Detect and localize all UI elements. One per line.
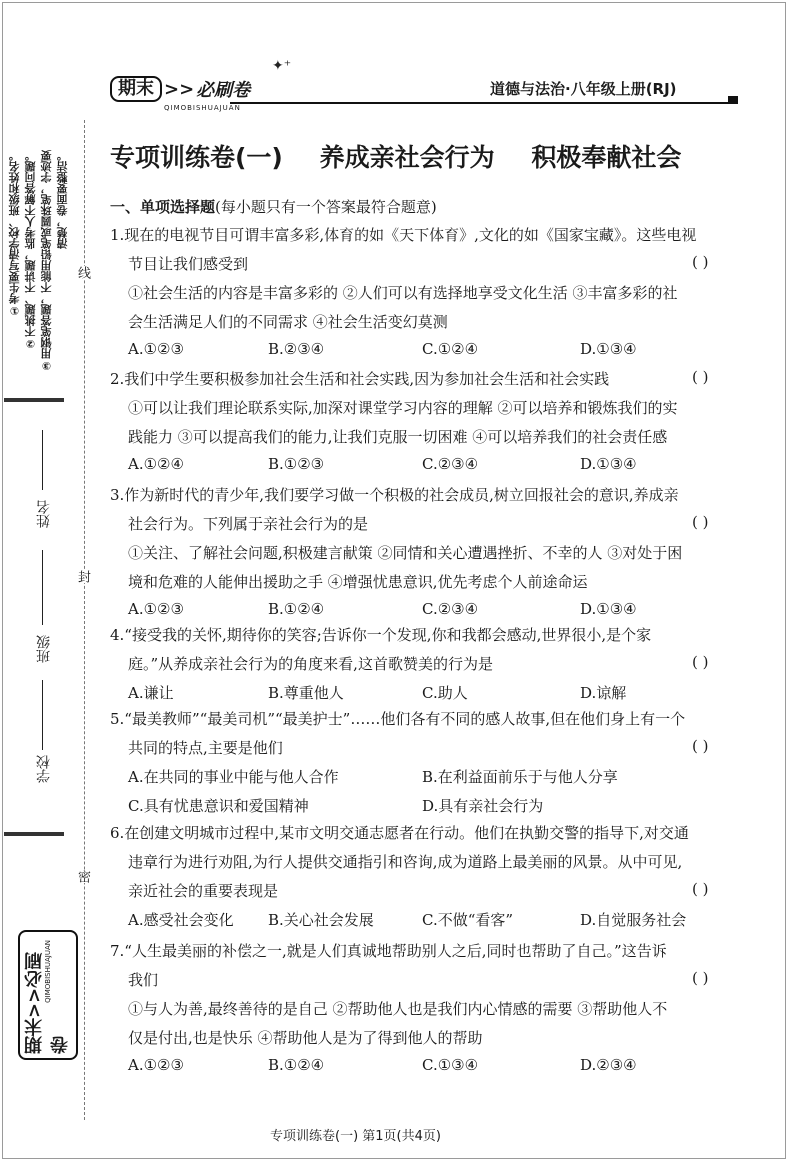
statement-line: ①与人为善,最终善待的是自己 ②帮助他人也是我们内心情感的需要 ③帮助他人不 <box>128 1000 668 1018</box>
question-stem-line: 2.我们中学生要积极参加社会生活和社会实践,因为参加社会生活和社会实践 <box>110 370 610 388</box>
answer-bracket[interactable]: ( ) <box>692 969 709 987</box>
answer-option-d[interactable]: D.①③④ <box>580 600 637 618</box>
answer-bracket[interactable]: ( ) <box>692 253 709 271</box>
answer-option-a[interactable]: A.①②④ <box>128 455 184 473</box>
question-stem-line: 6.在创建文明城市过程中,某市文明交通志愿者在行动。他们在执勤交警的指导下,对交通 <box>110 824 689 842</box>
logo-brand-text: 必刷卷 <box>196 80 251 101</box>
answer-option-a[interactable]: A.在共同的事业中能与他人合作 <box>128 768 339 786</box>
student-info-fields <box>20 420 70 800</box>
name-blank[interactable] <box>42 430 43 490</box>
answer-option-b[interactable]: B.在利益面前乐于与他人分享 <box>422 768 618 786</box>
answer-option-a[interactable]: A.①②③ <box>128 600 184 618</box>
logo-latin-text: QIMOBISHUAJUAN <box>164 104 241 112</box>
section-note: (每小题只有一个答案最符合题意) <box>215 198 437 216</box>
cut-label-secret: 密 <box>75 870 90 883</box>
statement-line: 会生活满足人们的不同需求 ④社会生活变幻莫测 <box>128 313 448 331</box>
logo-boxed-text: 期末 <box>110 76 162 102</box>
statement-line: ①关注、了解社会问题,积极建言献策 ②同情和关心遭遇挫折、不幸的人 ③对处于困 <box>128 544 683 562</box>
answer-option-a[interactable]: A.谦让 <box>128 684 174 702</box>
notes-divider <box>4 398 64 402</box>
section-title: 一、单项选择题 <box>110 198 216 216</box>
answer-bracket[interactable]: ( ) <box>692 880 709 898</box>
side-logo-boxed: 期末 <box>24 1018 45 1054</box>
class-label: 班级 <box>36 635 52 663</box>
question-stem-line: 违章行为进行劝阻,为行人提供交通指引和咨询,成为道路上最美丽的风景。从中可见, <box>128 853 683 871</box>
answer-bracket[interactable]: ( ) <box>692 737 709 755</box>
statement-line: 仅是付出,也是快乐 ④帮助他人是为了得到他人的帮助 <box>128 1029 483 1047</box>
answer-option-b[interactable]: B.①②③ <box>268 455 325 473</box>
question-stem-line: 4.“接受我的关怀,期待你的笑容;告诉你一个发现,你和我都会感动,世界很小,是个家 <box>110 626 652 644</box>
cut-label-line: 线 <box>75 266 90 279</box>
subject-label: 道德与法治·八年级上册(RJ) <box>490 80 677 98</box>
answer-option-c[interactable]: C.助人 <box>422 684 468 702</box>
answer-option-d[interactable]: D.自觉服务社会 <box>580 911 687 929</box>
answer-option-c[interactable]: C.不做“看客” <box>422 911 514 929</box>
exam-note: ①考生要写清学校、班级和姓名。 <box>8 150 21 317</box>
question-stem-line: 节目让我们感受到 <box>128 255 249 273</box>
logo-divider <box>4 832 64 836</box>
question-stem-line: 亲近社会的重要表现是 <box>128 882 279 900</box>
school-blank[interactable] <box>42 680 43 750</box>
answer-option-c[interactable]: C.具有忧患意识和爱国精神 <box>128 797 309 815</box>
answer-option-d[interactable]: D.①③④ <box>580 455 637 473</box>
question-stem-line: 庭。”从养成亲社会行为的角度来看,这首歌赞美的行为是 <box>128 655 493 673</box>
binding-strip <box>0 0 96 1163</box>
answer-option-b[interactable]: B.尊重他人 <box>268 684 344 702</box>
question-stem-line: 5.“最美教师”“最美司机”“最美护士”……他们各有不同的感人故事,但在他们身上有一个 <box>110 710 686 728</box>
title-part-2: 养成亲社会行为 <box>319 143 495 172</box>
answer-option-c[interactable]: C.②③④ <box>422 600 479 618</box>
question-stem-line: 我们 <box>128 971 159 989</box>
answer-option-b[interactable]: B.①②④ <box>268 600 325 618</box>
answer-option-b[interactable]: B.②③④ <box>268 340 325 358</box>
question-stem-line: 社会行为。下列属于亲社会行为的是 <box>128 515 369 533</box>
header-rule-end <box>728 96 738 104</box>
answer-option-a[interactable]: A.①②③ <box>128 340 184 358</box>
logo-arrows: >> <box>164 78 195 100</box>
question-stem-line: 3.作为新时代的青少年,我们要学习做一个积极的社会成员,树立回报社会的意识,养成亲 <box>110 486 679 504</box>
answer-option-c[interactable]: C.②③④ <box>422 455 479 473</box>
answer-bracket[interactable]: ( ) <box>692 653 709 671</box>
question-stem-line: 1.现在的电视节目可谓丰富多彩,体育的如《天下体育》,文化的如《国家宝藏》。这些电视 <box>110 226 697 244</box>
answer-option-d[interactable]: D.谅解 <box>580 684 627 702</box>
answer-option-d[interactable]: D.②③④ <box>580 1056 637 1074</box>
answer-option-b[interactable]: B.①②④ <box>268 1056 325 1074</box>
answer-option-b[interactable]: B.关心社会发展 <box>268 911 374 929</box>
section-heading <box>110 196 437 217</box>
brand-logo <box>110 76 251 112</box>
cut-label-seal: 封 <box>75 570 90 583</box>
question-stem-line: 共同的特点,主要是他们 <box>128 739 283 757</box>
question-stem-line: 7.“人生最美丽的补偿之一,就是人们真诚地帮助别人之后,同时也帮助了自己。”这告诉 <box>110 942 667 960</box>
statement-line: 践能力 ③可以提高我们的能力,让我们克服一切困难 ④可以培养我们的社会责任感 <box>128 428 668 446</box>
statement-line: 境和危难的人能伸出援助之手 ④增强忧患意识,优先考虑个人前途命运 <box>128 573 588 591</box>
answer-option-c[interactable]: C.①③④ <box>422 1056 479 1074</box>
answer-option-a[interactable]: A.感受社会变化 <box>128 911 234 929</box>
statement-line: ①社会生活的内容是丰富多彩的 ②人们可以有选择地享受文化生活 ③丰富多彩的社 <box>128 284 678 302</box>
title-part-3: 积极奉献社会 <box>531 143 682 172</box>
exam-note: 清楚，卷面要整洁。 <box>56 150 69 249</box>
page-header <box>110 58 740 112</box>
page-footer: 专项训练卷(一) 第1页(共4页) <box>270 1129 441 1144</box>
sparkle-icon: ✦⁺ <box>272 58 292 74</box>
side-logo-brand: >>必刷卷 <box>24 951 71 1054</box>
class-blank[interactable] <box>42 550 43 625</box>
exam-note: ②不挑题、不讲题，监考人不解答问题。 <box>24 150 37 350</box>
answer-bracket[interactable]: ( ) <box>692 513 709 531</box>
side-logo <box>14 870 71 1060</box>
side-logo-latin: QIMOBISHUAJUAN <box>44 940 52 1003</box>
answer-option-c[interactable]: C.①②④ <box>422 340 479 358</box>
page-title <box>110 138 750 174</box>
name-label: 姓名 <box>36 500 52 528</box>
answer-option-a[interactable]: A.①②③ <box>128 1056 184 1074</box>
title-part-1: 专项训练卷(一) <box>110 143 283 172</box>
exam-note: ③用钢笔答题，不能用铅笔或圆珠笔，字迹要 <box>40 150 53 372</box>
school-label: 学校 <box>36 755 52 783</box>
answer-option-d[interactable]: D.具有亲社会行为 <box>422 797 544 815</box>
statement-line: ①可以让我们理论联系实际,加深对课堂学习内容的理解 ②可以培养和锻炼我们的实 <box>128 399 678 417</box>
header-rule <box>230 102 738 104</box>
answer-bracket[interactable]: ( ) <box>692 368 709 386</box>
answer-option-d[interactable]: D.①③④ <box>580 340 637 358</box>
